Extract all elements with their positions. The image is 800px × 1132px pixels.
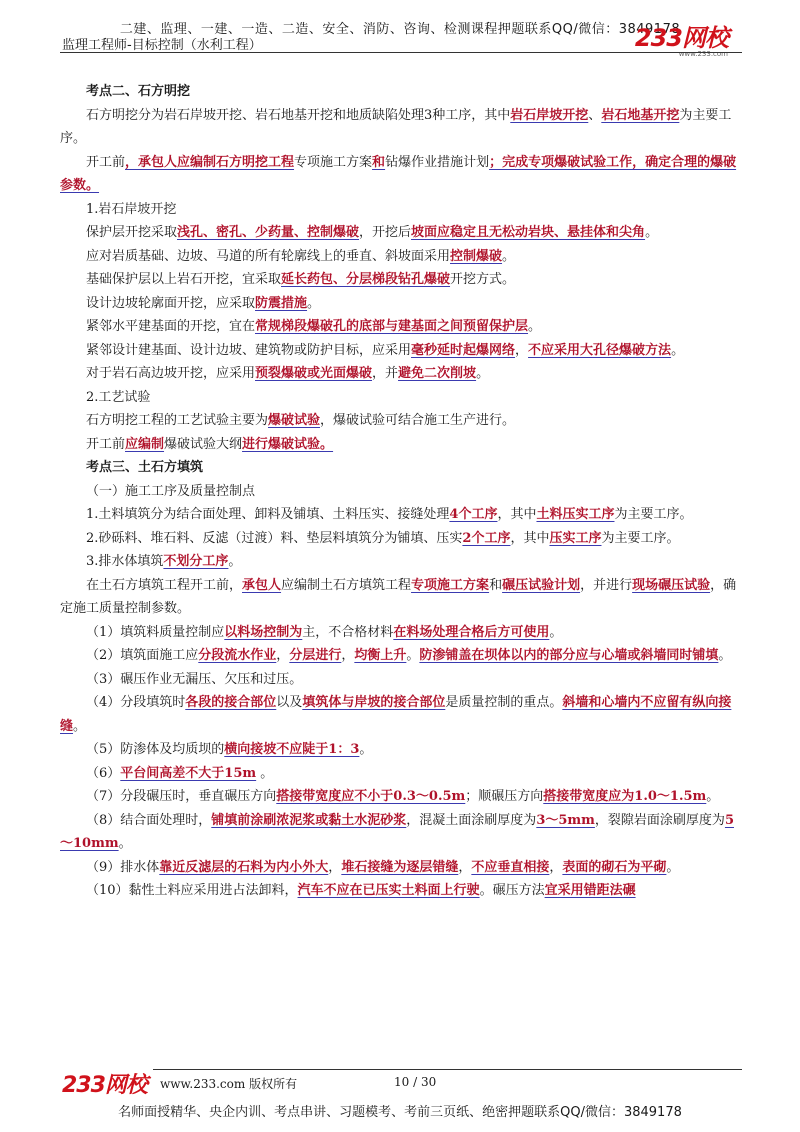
header-top-line: 二建、监理、一建、一造、二造、安全、消防、咨询、检测课程押题联系QQ/微信：3849178 [119,22,681,37]
footer-copyright: www.233.com 版权所有 [160,1077,298,1091]
key-point-highlight: 表面的砌石为平砌 [562,859,667,875]
paragraph [60,268,742,292]
paragraph [60,315,742,339]
text-segment: ， [341,648,355,663]
text-segment: 。 [359,742,373,757]
key-point-highlight: 宜采用错距法碾 [544,883,636,898]
key-point-highlight: 3～5mm [536,812,595,828]
key-point-highlight: 在料场处理合格后方可使用 [393,624,550,640]
key-point-highlight: 爆破试验 [268,413,321,428]
text-segment: 基础保护层以上岩石开挖，宜采取 [86,272,282,287]
text-segment: 。 [666,859,680,875]
text-segment: 应对岩质基础、边坡、马道的所有轮廓线上的垂直、斜坡面采用 [86,248,451,264]
key-point-highlight: 横向接坡不应陡于1：3 [224,742,360,757]
text-segment: 。 [528,319,542,334]
key-point-highlight: 铺填前涂刷浓泥浆或黏土水泥砂浆 [211,812,407,828]
paragraph [60,339,742,363]
text-segment: 。 [307,295,321,311]
text-segment: 。碾压方法 [479,883,545,898]
text-segment: 爆破试验大纲 [164,436,243,452]
paragraph [60,245,742,269]
list-item: （3）碾压作业无漏压、欠压和过压。 [86,671,303,687]
text-segment: 主，不合格材料 [302,624,394,640]
paragraph [60,292,742,316]
text-segment: ，确定施工质量控制参数。 [60,577,737,616]
text-segment: （9）排水体 [86,859,160,875]
text-segment: （7）分段碾压时，垂直碾压方向 [86,789,277,804]
text-segment: 石方明挖工程的工艺试验主要为 [86,413,269,428]
paragraph [60,104,742,151]
key-point-highlight: 斜墙和心墙内不应留有纵向接缝 [60,695,732,734]
text-segment: ， [515,342,529,358]
text-segment: ， [276,648,290,663]
list-item [60,691,742,738]
section-heading: 考点三、土石方填筑 [86,460,204,475]
text-segment: 保护层开挖采取 [86,225,178,240]
key-point-highlight: 2个工序 [462,530,511,546]
key-point-highlight: 防震措施 [255,295,308,311]
text-segment: 。 [502,248,516,264]
text-segment: 应编制土石方填筑工程 [281,577,412,593]
brand-logo-text: 233网校 [634,24,728,52]
key-point-highlight: 5～10mm [60,812,734,851]
section-heading: 考点二、石方明挖 [86,84,191,99]
text-segment: 开工前 [86,154,126,170]
list-item [60,644,742,668]
text-segment: 。 [476,366,490,381]
text-segment: ；顺碾压方向 [465,789,544,804]
text-segment: ，开挖后 [359,225,412,240]
key-point-highlight: 碾压试验计划 [502,577,581,593]
key-point-highlight: 堆石接缝为逐层错缝 [341,859,459,875]
paragraph [60,574,742,621]
subheading: 2.工艺试验 [86,389,151,405]
text-segment: 2.砂砾料、堆石料、反滤（过渡）料、垫层料填筑分为铺填、压实 [86,530,463,546]
text-segment: 。 [228,554,242,569]
key-point-highlight: 分层进行 [289,648,342,663]
text-segment: （5）防渗体及均质坝的 [86,742,225,757]
list-item [60,762,742,786]
key-point-highlight: 进行爆破试验。 [242,436,334,452]
key-point-highlight: 避免二次削坡 [398,366,477,381]
key-point-highlight: 土料压实工序 [536,507,615,522]
text-segment: 是质量控制的重点。 [445,695,563,710]
text-segment: ，其中 [510,530,550,546]
text-segment: 。 [645,225,659,240]
text-segment: ， [328,859,342,875]
text-segment: 开挖方式。 [450,272,516,287]
key-point-highlight: 各段的接合部位 [185,695,277,710]
key-point-highlight: 以料场控制为 [224,624,303,640]
text-segment: 石方明挖分为岩石岸坡开挖、岩石地基开挖和地质缺陷处理3种工序，其中 [86,107,511,123]
text-segment: 钻爆作业措施计划 [385,154,490,170]
key-point-highlight: ，承包人应编制石方明挖工程 [125,154,295,170]
key-point-highlight: 不应采用大孔径爆破方法 [528,342,672,358]
text-segment: ，裂隙岩面涂刷厚度为 [594,812,725,828]
subheading: 1.岩石岸坡开挖 [86,201,177,217]
text-segment: 。 [549,624,563,640]
text-segment: （10）黏性土料应采用进占法卸料， [86,883,298,898]
key-point-highlight: 汽车不应在已压实土料面上行驶 [297,883,480,898]
key-point-highlight: 搭接带宽度应不小于0.3～0.5m [276,789,466,804]
list-item [60,621,742,645]
key-point-highlight: 控制爆破 [450,248,503,264]
key-point-highlight: 平台间高差不大于15m [120,765,257,781]
key-point-highlight: 专项施工方案 [411,577,490,593]
paragraph [60,151,742,198]
text-segment: ，并 [372,366,399,381]
key-point-highlight: 承包人 [242,577,282,593]
paragraph [60,221,742,245]
paragraph [60,433,742,457]
key-point-highlight: 预裂爆破或光面爆破 [255,366,373,381]
key-point-highlight: 不应垂直相接 [471,859,550,875]
footer-logo: 233网校 [62,1068,153,1099]
text-segment: （1）填筑料质量控制应 [86,624,225,640]
text-segment: ，混凝土面涂刷厚度为 [406,812,537,828]
text-segment: （2）填筑面施工应 [86,648,199,663]
key-point-highlight: 延长药包、分层梯段钻孔爆破 [281,272,451,287]
key-point-highlight: 浅孔、密孔、少药量、控制爆破 [177,225,360,240]
text-segment: 设计边坡轮廓面开挖，应采取 [86,295,256,311]
text-segment: ，其中 [497,507,537,522]
key-point-highlight: 不划分工序 [163,554,229,569]
text-segment: 以及 [276,695,303,710]
text-segment: 为主要工序。 [614,507,693,522]
document-body [60,80,742,903]
text-segment: （8）结合面处理时， [86,812,212,828]
text-segment: 开工前 [86,436,126,452]
key-point-highlight: 毫秒延时起爆网络 [411,342,516,358]
key-point-highlight: 搭接带宽度应为1.0～1.5m [543,789,707,804]
key-point-highlight: 常规梯段爆破孔的底部与建基面之间预留保护层 [255,319,529,334]
key-point-highlight: 岩石岸坡开挖 [510,107,589,123]
text-segment: （4）分段填筑时 [86,695,186,710]
key-point-highlight: 坡面应稳定且无松动岩块、悬挂体和尖角 [411,225,646,240]
text-segment: 紧邻设计建基面、设计边坡、建筑物或防护目标，应采用 [86,342,412,358]
paragraph [60,503,742,527]
text-segment: 。 [118,836,132,851]
page-number: 10 / 30 [394,1075,437,1089]
paragraph [60,527,742,551]
footer-bottom-line: 名师面授精华、央企内训、考点串讲、习题模考、考前三页纸、绝密押题联系QQ/微信：3849178 [118,1105,682,1120]
key-point-highlight: 填筑体与岸坡的接合部位 [302,695,446,710]
paragraph [60,409,742,433]
key-point-highlight: 应编制 [125,436,165,452]
footer-divider [62,1069,742,1070]
text-segment: 为主要工序。 [601,530,680,546]
key-point-highlight: 防渗铺盖在坝体以内的部分应与心墙或斜墙同时铺填 [419,648,719,663]
list-item [60,879,742,903]
text-segment: ，爆破试验可结合施工生产进行。 [320,413,516,428]
text-segment: 和 [489,577,503,593]
text-segment: 3.排水体填筑 [86,554,164,569]
key-point-highlight: 靠近反滤层的石料为内小外大 [159,859,329,875]
text-segment: ，并进行 [580,577,633,593]
brand-logo-url: www.233.com [678,50,728,58]
key-point-highlight: 分段流水作业 [198,648,277,663]
text-segment: 、 [588,107,602,123]
text-segment: 紧邻水平建基面的开挖，宜在 [86,319,256,334]
text-segment: 在土石方填筑工程开工前， [86,577,243,593]
key-point-highlight: 和 [372,154,386,170]
paragraph [60,362,742,386]
document-subtitle: 监理工程师-目标控制（水利工程） [62,38,262,53]
text-segment: 。 [718,648,732,663]
list-item [60,738,742,762]
text-segment: ， [549,859,563,875]
text-segment: 。 [256,765,274,781]
text-segment: 。 [671,342,685,358]
list-item [60,856,742,880]
key-point-highlight: ；完成专项爆破试验工作，确定合理的爆破参数。 [60,154,737,193]
text-segment: 1.土料填筑分为结合面处理、卸料及铺填、土料压实、接缝处理 [86,507,450,522]
text-segment: （6） [86,765,121,781]
text-segment: 专项施工方案 [294,154,373,170]
subheading: （一）施工工序及质量控制点 [86,483,256,499]
list-item [60,809,742,856]
text-segment: 。 [73,718,87,734]
text-segment: 为主要工序。 [60,107,732,146]
list-item [60,785,742,809]
key-point-highlight: 压实工序 [549,530,602,546]
text-segment: ， [458,859,472,875]
paragraph [60,550,742,574]
text-segment: 。 [706,789,720,804]
text-segment: 。 [406,648,420,663]
key-point-highlight: 岩石地基开挖 [601,107,680,123]
key-point-highlight: 均衡上升 [354,648,407,663]
key-point-highlight: 现场碾压试验 [632,577,711,593]
header-divider [60,52,742,53]
key-point-highlight: 4个工序 [449,507,498,522]
text-segment: 对于岩石高边坡开挖，应采用 [86,366,256,381]
